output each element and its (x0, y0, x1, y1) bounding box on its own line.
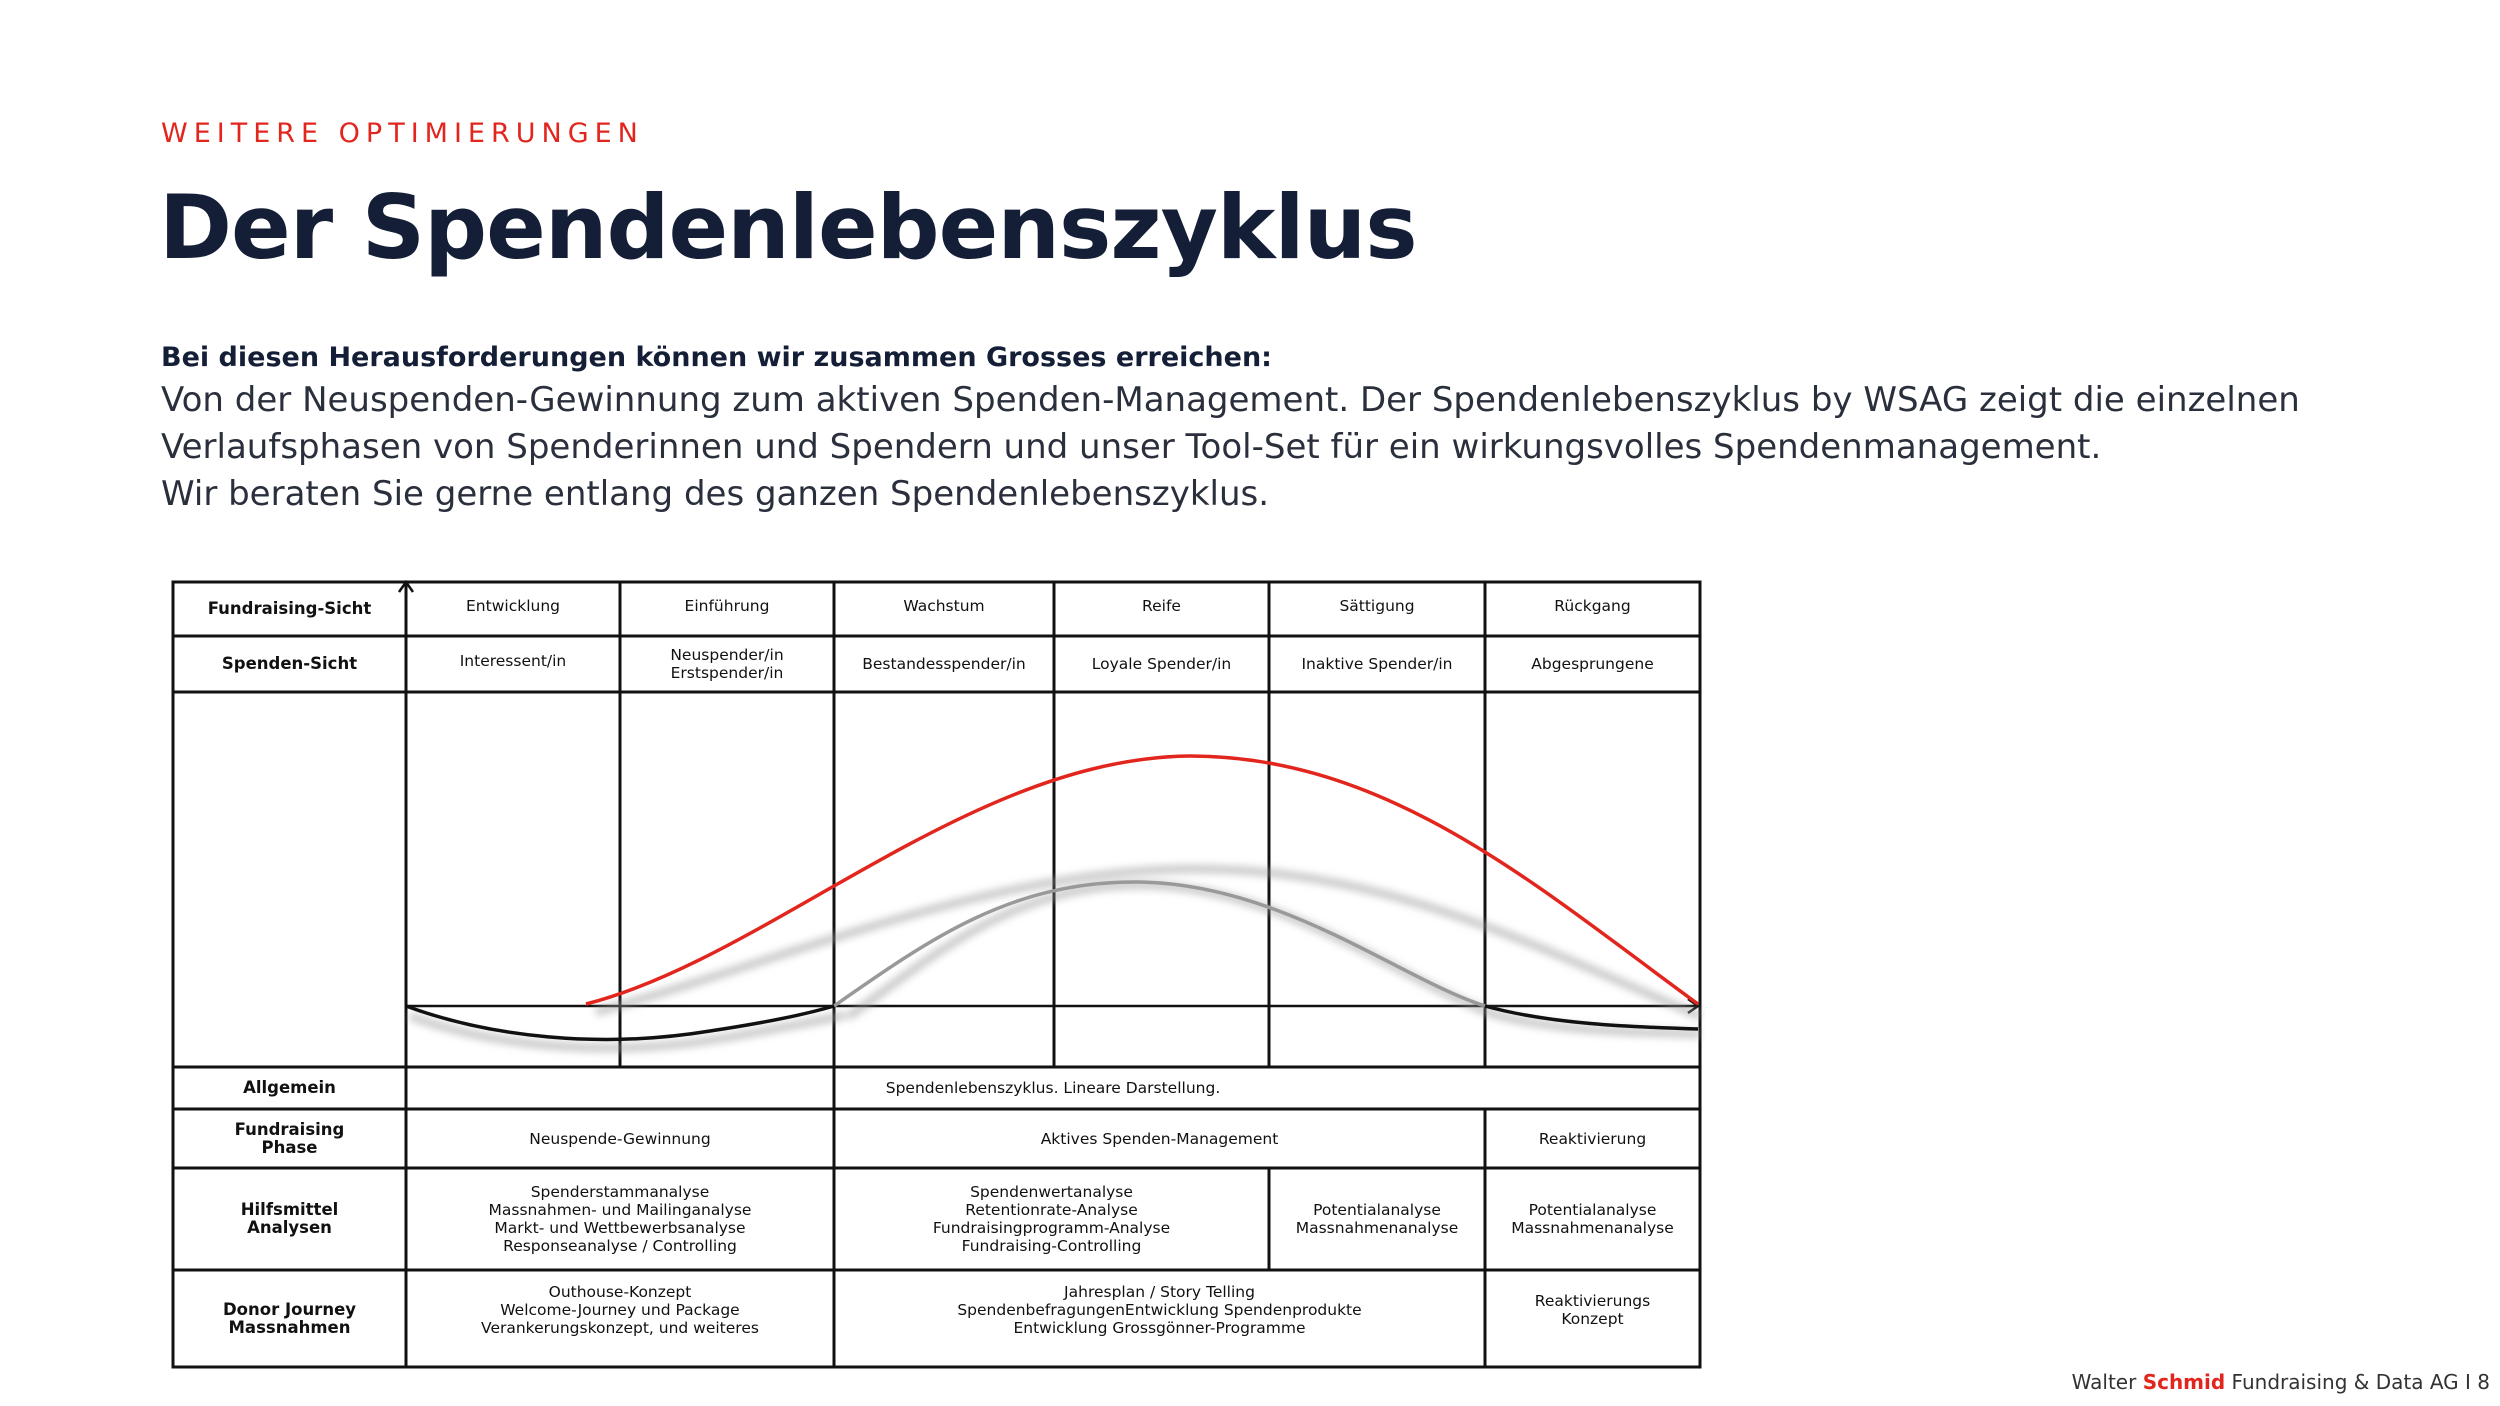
phase-cell: Reife (1142, 597, 1181, 615)
phase-cell: Entwicklung (466, 597, 560, 615)
row-header-fundraising-phase: Fundraising Phase (234, 1119, 345, 1157)
phase-cell: Einführung (684, 597, 770, 615)
donor-journey-cell: Jahresplan / Story Telling SpendenbefragungenEntwicklung Spendenprodukte Entwicklung Grossgönner-Programme (957, 1282, 1362, 1337)
footer-credit (2072, 1370, 2490, 1394)
donor-type-cell: Neuspender/in Erstspender/in (670, 646, 784, 682)
row-header-hilfsmittel: Hilfsmittel Analysen (240, 1200, 339, 1237)
fundraising-phase-cell: Reaktivierung (1538, 1129, 1647, 1148)
phase-cell: Rückgang (1554, 597, 1631, 615)
donor-type-cell: Inaktive Spender/in (1301, 655, 1453, 673)
lifecycle-diagram (170, 579, 1706, 1371)
intro-line: Verlaufsphasen von Spenderinnen und Spendern und unser Tool-Set für ein wirkungsvolles Spendenmanagement. (161, 427, 2102, 467)
phase-cell: Sättigung (1339, 597, 1415, 615)
intro-line: Von der Neuspenden-Gewinnung zum aktiven Spenden-Management. Der Spendenlebenszyklus by WSAG zeigt die einzelnen (161, 380, 2300, 420)
section-kicker: WEITERE OPTIMIERUNGEN (161, 118, 644, 149)
hilfsmittel-cell: Spendenwertanalyse Retentionrate-Analyse Fundraisingprogramm-Analyse Fundraising-Controlling (932, 1183, 1171, 1255)
donor-journey-cell: Outhouse-Konzept Welcome-Journey und Package Verankerungskonzept, und weiteres (481, 1282, 759, 1337)
page-title: Der Spendenlebenszyklus (159, 176, 1417, 279)
hilfsmittel-cell: Potentialanalyse Massnahmenanalyse (1295, 1201, 1459, 1237)
donor-type-cell: Abgesprungene (1531, 655, 1654, 673)
hilfsmittel-cell: Potentialanalyse Massnahmenanalyse (1511, 1201, 1674, 1237)
gray-curve (834, 882, 1485, 1006)
fundraising-phase-cell: Aktives Spenden-Management (1040, 1129, 1279, 1148)
intro-text (161, 342, 2411, 518)
donor-type-cell: Loyale Spender/in (1091, 655, 1232, 673)
fundraising-phase-cell: Neuspende-Gewinnung (529, 1129, 711, 1148)
row-header-fundraising-sicht: Fundraising-Sicht (207, 599, 372, 618)
donor-type-cell: Bestandesspender/in (862, 655, 1026, 673)
donor-type-cell: Interessent/in (459, 652, 567, 670)
donor-journey-cell: Reaktivierungs Konzept (1534, 1291, 1651, 1328)
row-header-donor-journey: Donor Journey Massnahmen (222, 1299, 357, 1337)
hilfsmittel-cell: Spenderstammanalyse Massnahmen- und Mailinganalyse Markt- und Wettbewerbsanalyse Responseanalyse / Controlling (488, 1183, 752, 1255)
footer-brand: Schmid (2142, 1370, 2226, 1394)
allgemein-cell: Spendenlebenszyklus. Lineare Darstellung. (885, 1079, 1221, 1097)
phase-cell: Wachstum (903, 597, 985, 615)
intro-lead: Bei diesen Herausforderungen können wir zusammen Grosses erreichen: (161, 342, 1272, 373)
footer-prefix: Walter (2071, 1370, 2143, 1394)
intro-body (161, 377, 2411, 518)
intro-line: Wir beraten Sie gerne entlang des ganzen Spendenlebenszyklus. (161, 474, 1270, 514)
row-header-spenden-sicht: Spenden-Sicht (221, 654, 358, 673)
footer-suffix: Fundraising & Data AG I 8 (2225, 1370, 2490, 1394)
row-header-allgemein: Allgemein (243, 1078, 336, 1097)
